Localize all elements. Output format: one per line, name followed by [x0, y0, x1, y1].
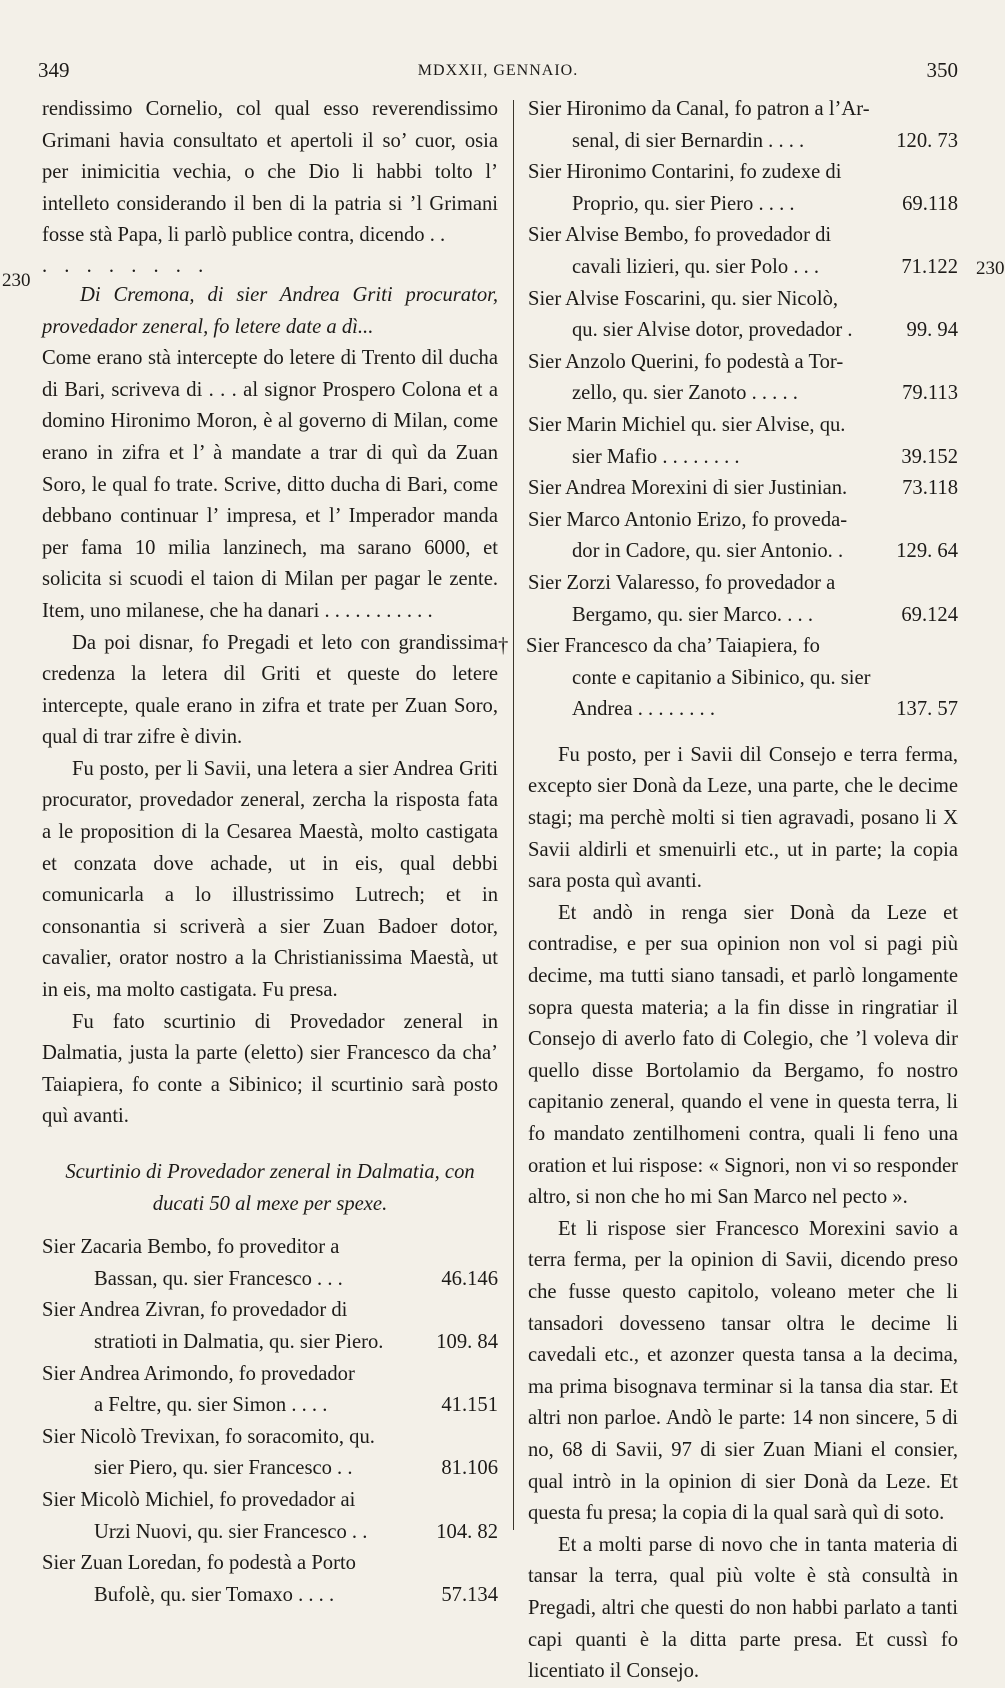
scrutiny-entry — [528, 505, 958, 568]
candidate-name: Sier Andrea Morexini di sier Justinian. — [528, 477, 848, 500]
candidate-detail: cavali lizieri, qu. sier Polo . . . — [572, 255, 820, 278]
candidate-name: Sier Zorzi Valaresso, fo provedador a — [528, 571, 836, 594]
scrutiny-entry — [42, 1232, 498, 1295]
column-divider — [513, 100, 514, 1530]
vote-count: 69.118 — [902, 192, 958, 215]
vote-count: 57.134 — [441, 1583, 498, 1606]
vote-count: 79.113 — [902, 382, 958, 405]
scrutiny-entry — [528, 347, 958, 410]
margin-number-right: 230 — [976, 258, 1005, 279]
candidate-detail: Urzi Nuovi, qu. sier Francesco . . — [94, 1520, 368, 1543]
candidate-detail: zello, qu. sier Zanoto . . . . . — [572, 382, 798, 405]
candidate-detail: stratioti in Dalmatia, qu. sier Piero. — [94, 1330, 384, 1353]
vote-count: 129. 64 — [896, 540, 958, 563]
scrutiny-entry — [528, 410, 958, 473]
vote-count: 120. 73 — [896, 129, 958, 152]
candidate-detail: Bergamo, qu. sier Marco. . . . — [572, 603, 813, 626]
candidate-detail: Bufolè, qu. sier Tomaxo . . . . — [94, 1583, 335, 1606]
scrutiny-entry — [528, 568, 958, 631]
scrutiny-entry — [528, 94, 958, 157]
candidate-name: Sier Nicolò Trevixan, fo soracomito, qu. — [42, 1425, 375, 1448]
candidate-name: Sier Hironimo Contarini, fo zudexe di — [528, 161, 842, 184]
page-number-right: 350 — [926, 58, 958, 82]
scrutiny-entry — [528, 157, 958, 220]
candidate-detail: qu. sier Alvise dotor, provedador . — [572, 319, 853, 342]
right-paragraph-4: Et a molti parse di novo che in tanta materia di tansar la terra, qual più volte è stà consultà in Pregadi, altri che questi do non habbi parlato a tanti capi quanti è la ditta parte presa. Et cussì fo licentiato il Consejo. — [528, 1533, 958, 1683]
candidate-name: Sier Anzolo Querini, fo podestà a Tor- — [528, 350, 844, 373]
letter-heading: Di Cremona, di sier Andrea Griti procurator, provedador zeneral, fo letere date a dì... — [42, 283, 498, 338]
candidate-name: Sier Andrea Zivran, fo provedador di — [42, 1299, 348, 1322]
scrutiny-entry — [528, 220, 958, 283]
candidate-name: Sier Micolò Michiel, fo provedador ai — [42, 1488, 356, 1511]
scrutiny-entry — [42, 1485, 498, 1548]
candidate-detail: sier Piero, qu. sier Francesco . . — [94, 1457, 353, 1480]
scrutiny-entry — [42, 1548, 498, 1611]
candidate-name: Sier Zacaria Bembo, fo proveditor a — [42, 1236, 340, 1259]
scrutiny-heading: Scurtinio di Provedador zeneral in Dalmatia, con ducati 50 al mexe per spexe. — [65, 1161, 475, 1215]
candidate-name: Sier Zuan Loredan, fo podestà a Porto — [42, 1552, 356, 1575]
vote-count: 46.146 — [441, 1267, 498, 1290]
left-column — [42, 94, 498, 1611]
vote-count: 109. 84 — [436, 1330, 498, 1353]
candidate-detail: Proprio, qu. sier Piero . . . . — [572, 192, 795, 215]
vote-count: 137. 57 — [896, 698, 958, 721]
candidate-detail: senal, di sier Bernardin . . . . — [572, 129, 805, 152]
right-paragraph-2: Et andò in renga sier Donà da Leze et contradise, e per sua opinion non vol si pagi più decime, ma tutti siano tansadi, et parlò longamente sopra questa materia; a la fin disse in ringratiar il Consejo di averlo fato di Colegio, che ’l voleva dir quello disse Bortolamio da Bergamo, fo nostro capitanio zeneral, quando el vene in questa terra, li fo mandato zentilhomeni contra, quali li feno una oration et lui rispose: « Signori, non vi so responder altro, si non che ho mi San Marco nel pecto ». — [528, 901, 958, 1209]
candidate-name: Sier Marin Michiel qu. sier Alvise, qu. — [528, 413, 846, 436]
right-paragraph-1: Fu posto, per i Savii dil Consejo e terra ferma, excepto sier Donà da Leze, una parte, che le decime stagi; ma perchè molti si tien agravadi, posano li X Savii aldirli et smenuirli etc., ut in parte; la copia sara posta quì avanti. — [528, 743, 958, 893]
candidate-detail: dor in Cadore, qu. sier Antonio. . — [572, 540, 844, 563]
left-paragraph-5: Fu fato scurtinio di Provedador zeneral in Dalmatia, justa la parte (eletto) sier Francesco da cha’ Taiapiera, fo conte a Sibinico; il scurtinio sarà posto quì avanti. — [42, 1010, 498, 1128]
ellipsis-line: . . . . . . . . — [42, 254, 210, 277]
candidate-name: Sier Hironimo da Canal, fo patron a l’Ar- — [528, 98, 870, 120]
vote-count: 81.106 — [441, 1457, 498, 1480]
left-paragraph-3: Da poi disnar, fo Pregadi et leto con grandissima credenza la letera dil Griti et queste do letere intercepte, quale erano in zifra et trate per Zuan Soro, qual di trar zifre è divin. — [42, 631, 498, 749]
candidate-name: Sier Alvise Foscarini, qu. sier Nicolò, — [528, 287, 839, 310]
margin-number-left: 230 — [2, 270, 31, 291]
scrutiny-entry — [42, 1359, 498, 1422]
candidate-name: Sier Alvise Bembo, fo provedador di — [528, 224, 832, 247]
candidate-detail: sier Mafio . . . . . . . . — [572, 445, 740, 468]
right-column — [498, 94, 958, 1688]
vote-count: 39.152 — [901, 445, 958, 468]
candidate-detail: conte e capitanio a Sibinico, qu. sier — [572, 666, 871, 689]
scrutiny-entry — [528, 284, 958, 347]
candidate-name: Sier Andrea Arimondo, fo provedador — [42, 1362, 355, 1385]
running-title: MDXXII, GENNAIO. — [417, 62, 579, 79]
candidate-detail: Andrea . . . . . . . . — [572, 698, 715, 721]
candidate-name: Sier Francesco da cha’ Taiapiera, fo — [526, 635, 820, 658]
page-number-left: 349 — [38, 58, 70, 82]
vote-count: 73.118 — [902, 477, 958, 500]
left-paragraph-4: Fu posto, per li Savii, una letera a sier Andrea Griti procurator, provedador zeneral, zercha la risposta fata a le proposition di la Cesarea Maestà, molto castigata et conzata dove achade, ut in eis, qual debbi comunicarla a lo illustrissimo Lutrech; et in consonantia si scriverà a sier Zuan Badoer dotor, cavalier, orator nostro a la Christianissima Maestà, ut in eis, ma molto castigata. Fu presa. — [42, 757, 498, 1002]
left-paragraph-2: Come erano stà intercepte do letere di Trento dil ducha di Bari, scriveva di . . . al signor Prospero Colona et a domino Hironimo Moron, è al governo di Milan, come erano in zifra et l’ à mandate a trar di quì da Zuan Soro, le qual fo trate. Scrive, ditto ducha di Bari, come debbano continuar l’ impresa, et l’ Imperador manda per fama 10 milia lanzinech, ma sarano 6000, et solicita si scuodi el taion di Milan per pagar le zente. Item, uno milanese, che ha danari . . . . . . . . . . . — [42, 347, 498, 622]
cross-mark-icon: † — [498, 635, 509, 658]
scrutiny-entry-elected — [498, 631, 958, 726]
scrutiny-entry — [42, 1422, 498, 1485]
page-header — [38, 58, 958, 92]
vote-count: 69.124 — [901, 603, 958, 626]
candidate-detail: Bassan, qu. sier Francesco . . . — [94, 1267, 343, 1290]
right-paragraph-3: Et li rispose sier Francesco Morexini savio a terra ferma, per la opinion di Savii, dicendo preso che fusse questo capitolo, voleano meter che li tansadori dovesseno tansar oltra le decime li cavedali etc., et azonzer questa tansa a la decima, ma prima bisognava terminar si la tansa dia star. Et altri non parloe. Andò le parte: 14 non sincere, 5 di no, 68 di Savii, 97 di sier Zuan Miani el consier, qual intrò in la opinion di sier Donà da Leze. Et questa fu presa; la copia di la qual sarà quì di soto. — [528, 1217, 958, 1525]
vote-count: 99. 94 — [906, 319, 958, 342]
vote-count: 71.122 — [901, 255, 958, 278]
scrutiny-entry — [528, 473, 958, 505]
vote-count: 104. 82 — [436, 1520, 498, 1543]
candidate-name: Sier Marco Antonio Erizo, fo proveda- — [528, 508, 848, 531]
candidate-detail: a Feltre, qu. sier Simon . . . . — [94, 1394, 328, 1417]
vote-count: 41.151 — [441, 1394, 498, 1417]
left-paragraph-1: rendissimo Cornelio, col qual esso reverendissimo Grimani havia consultato et apertoli il so’ cuor, osia per inimicitia vechia, o che Dio li habbi tolto l’ intelleto considerando il ben di la patria si ’l Grimani fosse stà Papa, li parlò publice contra, dicendo . . — [42, 98, 498, 247]
scrutiny-entry — [42, 1295, 498, 1358]
